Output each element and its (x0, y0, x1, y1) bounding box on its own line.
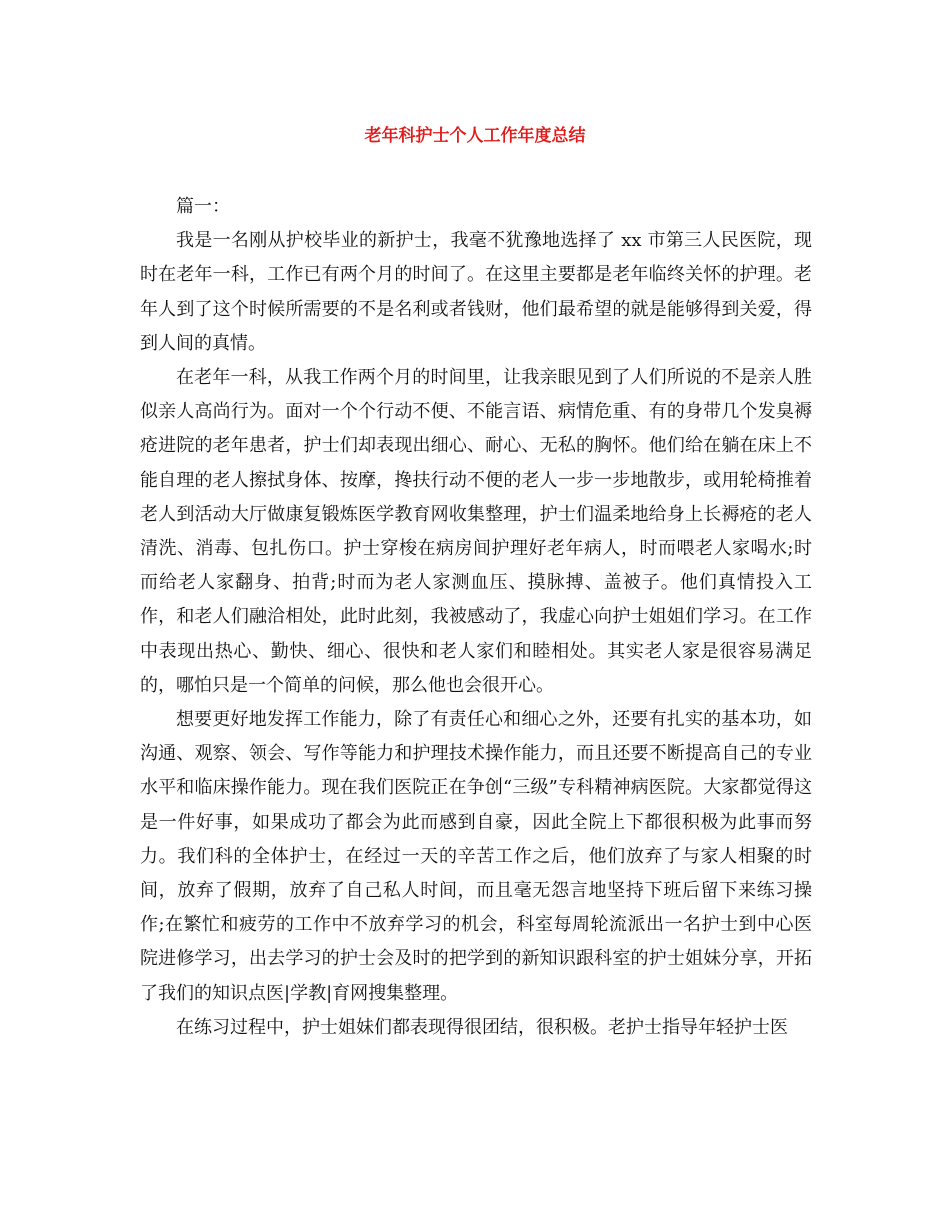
document-body (140, 190, 812, 1045)
section-heading: 篇一： (176, 196, 230, 217)
paragraph-1: 我是一名刚从护校毕业的新护士，我毫不犹豫地选择了 xx 市第三人民医院，现时在老年一科，工作已有两个月的时间了。在这里主要都是老年临终关怀的护理。老年人到了这个时候所需要的不是名利或者钱财，他们最希望的就是能够得到关爱，得到人间的真情。 (140, 230, 812, 354)
paragraph-4: 在练习过程中，护士姐妹们都表现得很团结，很积极。老护士指导年轻护士医 (176, 1016, 788, 1038)
document-title: 老年科护士个人工作年度总结 (364, 126, 586, 146)
paragraph-3: 想要更好地发挥工作能力，除了有责任心和细心之外，还要有扎实的基本功，如沟通、观察、领会、写作等能力和护理技术操作能力，而且还要不断提高自己的专业水平和临床操作能力。现在我们医院正在争创“三级”专科精神病医院。大家都觉得这是一件好事，如果成功了都会为此而感到自豪，因此全院上下都很积极为此事而努力。我们科的全体护士，在经过一天的辛苦工作之后，他们放弃了与家人相聚的时间，放弃了假期，放弃了自己私人时间，而且毫无怨言地坚持下班后留下来练习操作;在繁忙和疲劳的工作中不放弃学习的机会，科室每周轮流派出一名护士到中心医院进修学习，出去学习的护士会及时的把学到的新知识跟科室的护士姐妹分享，开拓了我们的知识点医|学教|育网搜集整理。 (140, 709, 812, 1004)
paragraph-2: 在老年一科，从我工作两个月的时间里，让我亲眼见到了人们所说的不是亲人胜似亲人高尚行为。面对一个个行动不便、不能言语、病情危重、有的身带几个发臭褥疮进院的老年患者，护士们却表现出细心、耐心、无私的胸怀。他们给在躺在床上不能自理的老人擦拭身体、按摩，搀扶行动不便的老人一步一步地散步，或用轮椅推着老人到活动大厅做康复锻炼医学教育网收集整理，护士们温柔地给身上长褥疮的老人清洗、消毒、包扎伤口。护士穿梭在病房间护理好老年病人，时而喂老人家喝水;时而给老人家翻身、拍背;时而为老人家测血压、摸脉搏、盖被子。他们真情投入工作，和老人们融洽相处，此时此刻，我被感动了，我虚心向护士姐姐们学习。在工作中表现出热心、勤快、细心、很快和老人家们和睦相处。其实老人家是很容易满足的，哪怕只是一个简单的问候，那么他也会很开心。 (140, 367, 812, 696)
